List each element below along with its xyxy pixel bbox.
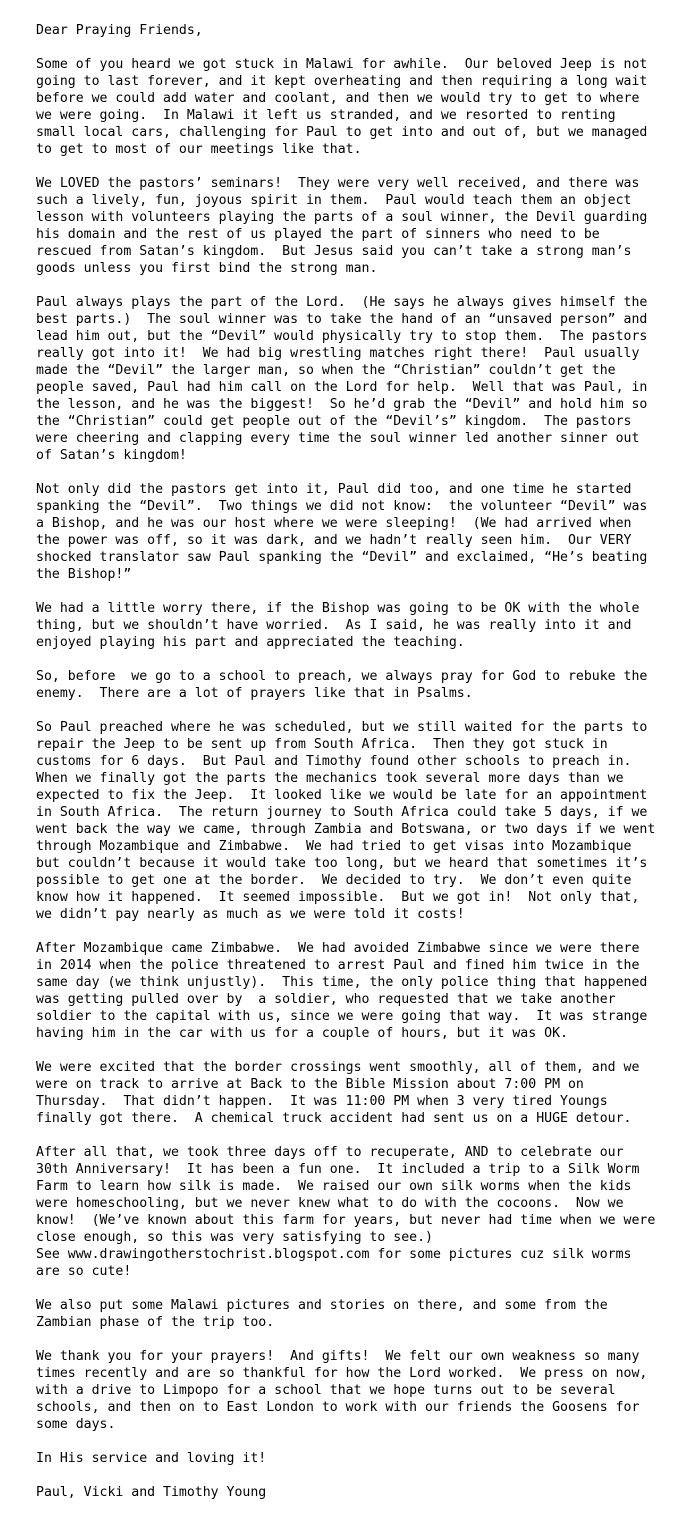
text-line: lead him out, but the “Devil” would physically try to stop them. The pastors <box>36 329 648 344</box>
text-line: possible to get one at the border. We decided to try. We don’t even quite <box>36 873 632 888</box>
text-line: We also put some Malawi pictures and stories on there, and some from the <box>36 1298 608 1313</box>
text-line: Farm to learn how silk is made. We raised our own silk worms when the kids <box>36 1179 632 1194</box>
text-line: the lesson, and he was the biggest! So he’d grab the “Devil” and hold him so <box>36 397 648 412</box>
text-line: See www.drawingotherstochrist.blogspot.com for some pictures cuz silk worms <box>36 1247 632 1262</box>
paragraph-worry <box>36 600 676 651</box>
text-line: know how it happened. It seemed impossible. But we got in! Not only that, <box>36 890 640 905</box>
text-line: Zambian phase of the trip too. <box>36 1315 275 1330</box>
paragraph-gap <box>36 464 676 481</box>
text-line: his domain and the rest of us played the part of sinners who need to be <box>36 227 600 242</box>
paragraph-anniversary <box>36 1144 676 1280</box>
text-line: Not only did the pastors get into it, Paul did too, and one time he started <box>36 482 632 497</box>
paragraph-pastors-seminars <box>36 175 676 277</box>
paragraph-bishop <box>36 481 676 583</box>
text-line: the power was off, so it was dark, and we hadn’t really seen him. Our VERY <box>36 533 632 548</box>
text-line: close enough, so this was very satisfying to see.) <box>36 1230 433 1245</box>
text-line: lesson with volunteers playing the parts of a soul winner, the Devil guarding <box>36 210 648 225</box>
paragraph-gap <box>36 1042 676 1059</box>
paragraph-gap <box>36 1331 676 1348</box>
text-line: finally got there. A chemical truck accident had sent us on a HUGE detour. <box>36 1111 632 1126</box>
paragraph-gap <box>36 158 676 175</box>
text-line: goods unless you first bind the strong man. <box>36 261 378 276</box>
text-line: We LOVED the pastors’ seminars! They were very well received, and there was <box>36 176 640 191</box>
text-line: Some of you heard we got stuck in Malawi for awhile. Our beloved Jeep is not <box>36 57 648 72</box>
closing: In His service and loving it! <box>36 1451 267 1466</box>
text-line: enjoyed playing his part and appreciated the teaching. <box>36 635 465 650</box>
text-line: people saved, Paul had him call on the Lord for help. Well that was Paul, in <box>36 380 648 395</box>
text-line: We were excited that the border crossings went smoothly, all of them, and we <box>36 1060 640 1075</box>
text-line: shocked translator saw Paul spanking the “Devil” and exclaimed, “He’s beating <box>36 550 648 565</box>
salutation: Dear Praying Friends, <box>36 23 203 38</box>
text-line: the Bishop!” <box>36 567 132 582</box>
text-line: 30th Anniversary! It has been a fun one. It included a trip to a Silk Worm <box>36 1162 640 1177</box>
text-line: We thank you for your prayers! And gifts! We felt our own weakness so many <box>36 1349 640 1364</box>
letter-body <box>36 22 676 1501</box>
paragraph-gap <box>36 583 676 600</box>
text-line: thing, but we shouldn’t have worried. As I said, he was really into it and <box>36 618 632 633</box>
text-line: small local cars, challenging for Paul to get into and out of, but we managed <box>36 125 648 140</box>
text-line: to get to most of our meetings like that. <box>36 142 362 157</box>
text-line: in South Africa. The return journey to South Africa could take 5 days, if we <box>36 805 648 820</box>
text-line: expected to fix the Jeep. It looked like we would be late for an appointment <box>36 788 648 803</box>
text-line: best parts.) The soul winner was to take the hand of an “unsaved person” and <box>36 312 648 327</box>
text-line: such a lively, fun, joyous spirit in them. Paul would teach them an object <box>36 193 632 208</box>
text-line: So Paul preached where he was scheduled, but we still waited for the parts to <box>36 720 648 735</box>
text-line: repair the Jeep to be sent up from South Africa. Then they got stuck in <box>36 737 608 752</box>
text-line: schools, and then on to East London to work with our friends the Goosens for <box>36 1400 640 1415</box>
text-line: soldier to the capital with us, since we were going that way. It was strange <box>36 1009 648 1024</box>
paragraph-object-lesson <box>36 294 676 464</box>
text-line: we were going. In Malawi it left us stranded, and we resorted to renting <box>36 108 616 123</box>
text-line: rescued from Satan’s kingdom. But Jesus said you can’t take a strong man’s <box>36 244 632 259</box>
text-line: the “Christian” could get people out of the “Devil’s” kingdom. The pastors <box>36 414 632 429</box>
paragraph-gap <box>36 702 676 719</box>
text-line: We had a little worry there, if the Bishop was going to be OK with the whole <box>36 601 640 616</box>
paragraph-gap <box>36 1433 676 1450</box>
paragraph-jeep-parts <box>36 719 676 923</box>
text-line: same day (we think unjustly). This time, the only police thing that happened <box>36 975 648 990</box>
text-line: went back the way we came, through Zambia and Botswana, or two days if we went <box>36 822 656 837</box>
paragraph-gap <box>36 651 676 668</box>
paragraph-zimbabwe <box>36 940 676 1042</box>
text-line: but couldn’t because it would take too long, but we heard that sometimes it’s <box>36 856 648 871</box>
text-line: some days. <box>36 1417 116 1432</box>
text-line: really got into it! We had big wrestling matches right there! Paul usually <box>36 346 640 361</box>
text-line: enemy. There are a lot of prayers like that in Psalms. <box>36 686 473 701</box>
text-line: made the “Devil” the larger man, so when the “Christian” couldn’t get the <box>36 363 616 378</box>
text-line: was getting pulled over by a soldier, who requested that we take another <box>36 992 616 1007</box>
paragraph-gap <box>36 39 676 56</box>
text-line: So, before we go to a school to preach, we always pray for God to rebuke the <box>36 669 648 684</box>
text-line: were homeschooling, but we never knew what to do with the cocoons. Now we <box>36 1196 624 1211</box>
text-line: know! (We’ve known about this farm for years, but never had time when we were <box>36 1213 656 1228</box>
text-line: were on track to arrive at Back to the Bible Mission about 7:00 PM on <box>36 1077 584 1092</box>
text-line: After Mozambique came Zimbabwe. We had avoided Zimbabwe since we were there <box>36 941 640 956</box>
paragraph-gap <box>36 923 676 940</box>
paragraph-border-crossings <box>36 1059 676 1127</box>
text-line: in 2014 when the police threatened to arrest Paul and fined him twice in the <box>36 958 640 973</box>
text-line: of Satan’s kingdom! <box>36 448 187 463</box>
text-line: When we finally got the parts the mechanics took several more days than we <box>36 771 624 786</box>
text-line: with a drive to Limpopo for a school that we hope turns out to be several <box>36 1383 616 1398</box>
signature: Paul, Vicki and Timothy Young <box>36 1485 267 1500</box>
text-line: through Mozambique and Zimbabwe. We had tried to get visas into Mozambique <box>36 839 632 854</box>
paragraph-gap <box>36 277 676 294</box>
text-line: After all that, we took three days off to recuperate, AND to celebrate our <box>36 1145 624 1160</box>
text-line: we didn’t pay nearly as much as we were told it costs! <box>36 907 465 922</box>
paragraph-rebuke-enemy <box>36 668 676 702</box>
text-line: Paul always plays the part of the Lord. (He says he always gives himself the <box>36 295 648 310</box>
text-line: a Bishop, and he was our host where we were sleeping! (We had arrived when <box>36 516 632 531</box>
text-line: spanking the “Devil”. Two things we did not know: the volunteer “Devil” was <box>36 499 648 514</box>
paragraph-gap <box>36 1467 676 1484</box>
paragraph-stuck-in-malawi <box>36 56 676 158</box>
text-line: are so cute! <box>36 1264 132 1279</box>
text-line: times recently and are so thankful for how the Lord worked. We press on now, <box>36 1366 648 1381</box>
paragraph-gap <box>36 1280 676 1297</box>
text-line: before we could add water and coolant, and then we would try to get to where <box>36 91 640 106</box>
paragraph-gap <box>36 1127 676 1144</box>
paragraph-thanks <box>36 1348 676 1433</box>
text-line: were cheering and clapping every time the soul winner led another sinner out <box>36 431 640 446</box>
text-line: Thursday. That didn’t happen. It was 11:00 PM when 3 very tired Youngs <box>36 1094 608 1109</box>
text-line: having him in the car with us for a couple of hours, but it was OK. <box>36 1026 568 1041</box>
text-line: going to last forever, and it kept overheating and then requiring a long wait <box>36 74 648 89</box>
paragraph-malawi-pictures <box>36 1297 676 1331</box>
text-line: customs for 6 days. But Paul and Timothy found other schools to preach in. <box>36 754 632 769</box>
